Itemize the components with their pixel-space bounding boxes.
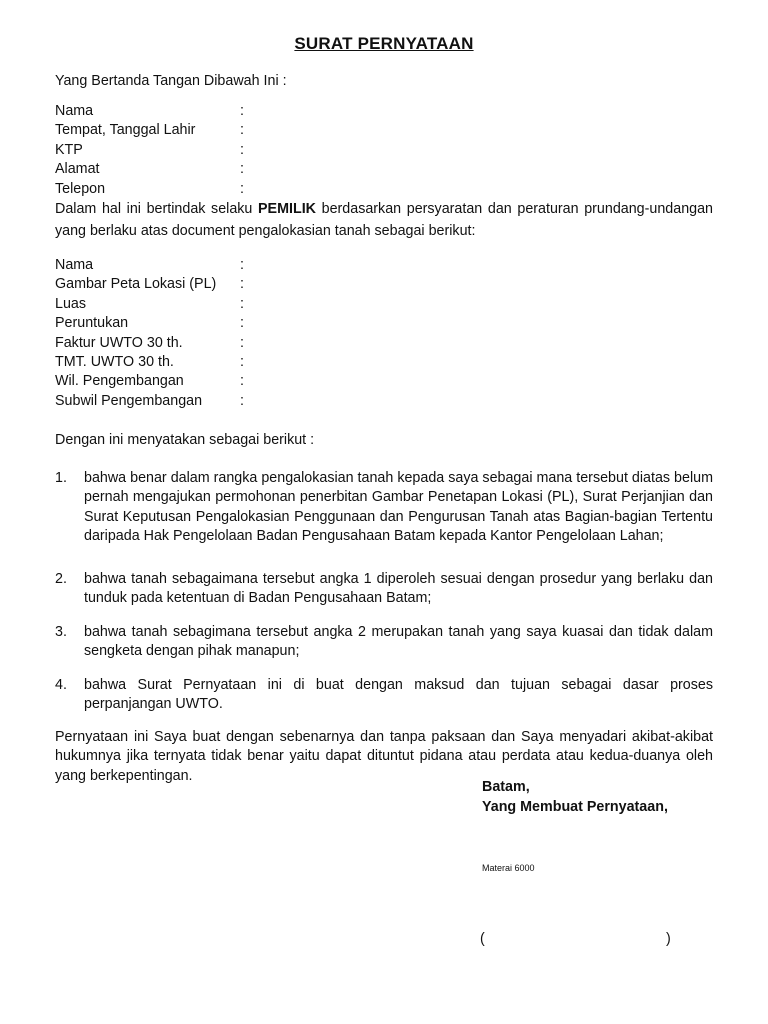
field-row [55, 256, 715, 275]
field-label-peruntukan: Peruntukan [55, 315, 129, 332]
item-number: 1. [55, 470, 67, 486]
intro-line: Yang Bertanda Tangan Dibawah Ini : [55, 73, 287, 89]
signature-name-open-paren: ( [480, 931, 485, 947]
item-text: bahwa Surat Pernyataan ini di buat dengan maksud dan tujuan sebagai dasar proses perpanjangan UWTO. [84, 677, 713, 713]
field-label-alamat: Alamat [55, 161, 100, 178]
field-label-wil-pengembangan: Wil. Pengembangan [55, 373, 184, 390]
capacity-text-after: berdasarkan persyaratan dan peraturan prundang-undangan yang berlaku atas document pengalokasian tanah sebagai berikut: [55, 201, 713, 239]
field-colon: : [240, 180, 244, 197]
field-row [55, 102, 715, 121]
field-row [55, 121, 715, 140]
field-colon: : [240, 276, 244, 293]
field-colon: : [240, 315, 244, 332]
field-row [55, 141, 715, 160]
list-item [55, 623, 713, 662]
field-row [55, 372, 715, 391]
field-colon: : [240, 334, 244, 351]
field-label-subwil-pengembangan: Subwil Pengembangan [55, 392, 203, 409]
field-row [55, 180, 715, 199]
item-number: 2. [55, 571, 67, 587]
field-colon: : [240, 161, 244, 178]
list-item [55, 570, 713, 609]
field-row [55, 314, 715, 333]
item-number: 4. [55, 677, 67, 693]
signature-place: Batam, [482, 779, 530, 795]
field-label-luas: Luas [55, 295, 87, 312]
closing-paragraph: Pernyataan ini Saya buat dengan sebenarnya dan tanpa paksaan dan Saya menyadari akibat-akibat hukumnya jika ternyata tidak benar yaitu dapat dituntut pidana atau perdata atau kedua-duanya oleh yang berkepentingan. [55, 729, 713, 784]
field-colon: : [240, 141, 244, 158]
document-title: SURAT PERNYATAAN [294, 34, 474, 53]
field-colon: : [240, 257, 244, 273]
field-colon: : [240, 373, 244, 390]
field-colon: : [240, 103, 244, 119]
field-label-tmt-uwto: TMT. UWTO 30 th. [55, 353, 174, 370]
field-label-ktp: KTP [55, 141, 83, 158]
land-fields [55, 256, 715, 411]
item-text: bahwa tanah sebagaimana tersebut angka 1 diperoleh sesuai dengan prosedur yang berlaku dan tunduk pada ketentuan di Badan Pengusahaan Batam; [84, 571, 713, 607]
list-item [55, 469, 713, 547]
field-label-tempat-tanggal-lahir: Tempat, Tanggal Lahir [55, 122, 196, 139]
field-colon: : [240, 122, 244, 139]
field-label-gambar-peta-lokasi: Gambar Peta Lokasi (PL) [55, 276, 217, 293]
signature-role: Yang Membuat Pernyataan, [482, 799, 668, 815]
field-colon: : [240, 392, 244, 409]
field-row [55, 295, 715, 314]
signature-block [482, 778, 668, 818]
item-number: 3. [55, 624, 67, 640]
list-item [55, 676, 713, 715]
declaration-intro: Dengan ini menyatakan sebagai berikut : [55, 432, 315, 448]
field-row [55, 275, 715, 294]
field-label-nama: Nama [55, 103, 94, 119]
field-colon: : [240, 353, 244, 370]
field-row [55, 353, 715, 372]
person-fields [55, 102, 715, 199]
capacity-role: PEMILIK [258, 201, 316, 217]
item-text: bahwa tanah sebagimana tersebut angka 2 merupakan tanah yang saya kuasai dan tidak dalam sengketa dengan pihak manapun; [84, 624, 713, 660]
stamp-duty-label: Materai 6000 [482, 863, 535, 873]
capacity-paragraph [55, 198, 713, 242]
field-row [55, 160, 715, 179]
field-row [55, 334, 715, 353]
capacity-text-before: Dalam hal ini bertindak selaku [55, 201, 259, 217]
field-colon: : [240, 295, 244, 312]
field-label-faktur-uwto: Faktur UWTO 30 th. [55, 334, 183, 351]
field-label-nama: Nama [55, 257, 94, 273]
item-text: bahwa benar dalam rangka pengalokasian tanah kepada saya sebagai mana tersebut diatas belum pernah mengajukan permohonan penerbitan Gambar Penetapan Lokasi (PL), Surat Perjanjian dan Surat Keputusan Pengalokasian Penggunaan dan Pengurusan Tanah atas Bagian-bagian Tertentu daripada Hak Pengelolaan Badan Pengusahaan Batam kepada Kantor Pengelolaan Lahan; [84, 470, 713, 545]
signature-name-close-paren: ) [666, 931, 671, 947]
field-row [55, 392, 715, 411]
field-label-telepon: Telepon [55, 180, 106, 197]
